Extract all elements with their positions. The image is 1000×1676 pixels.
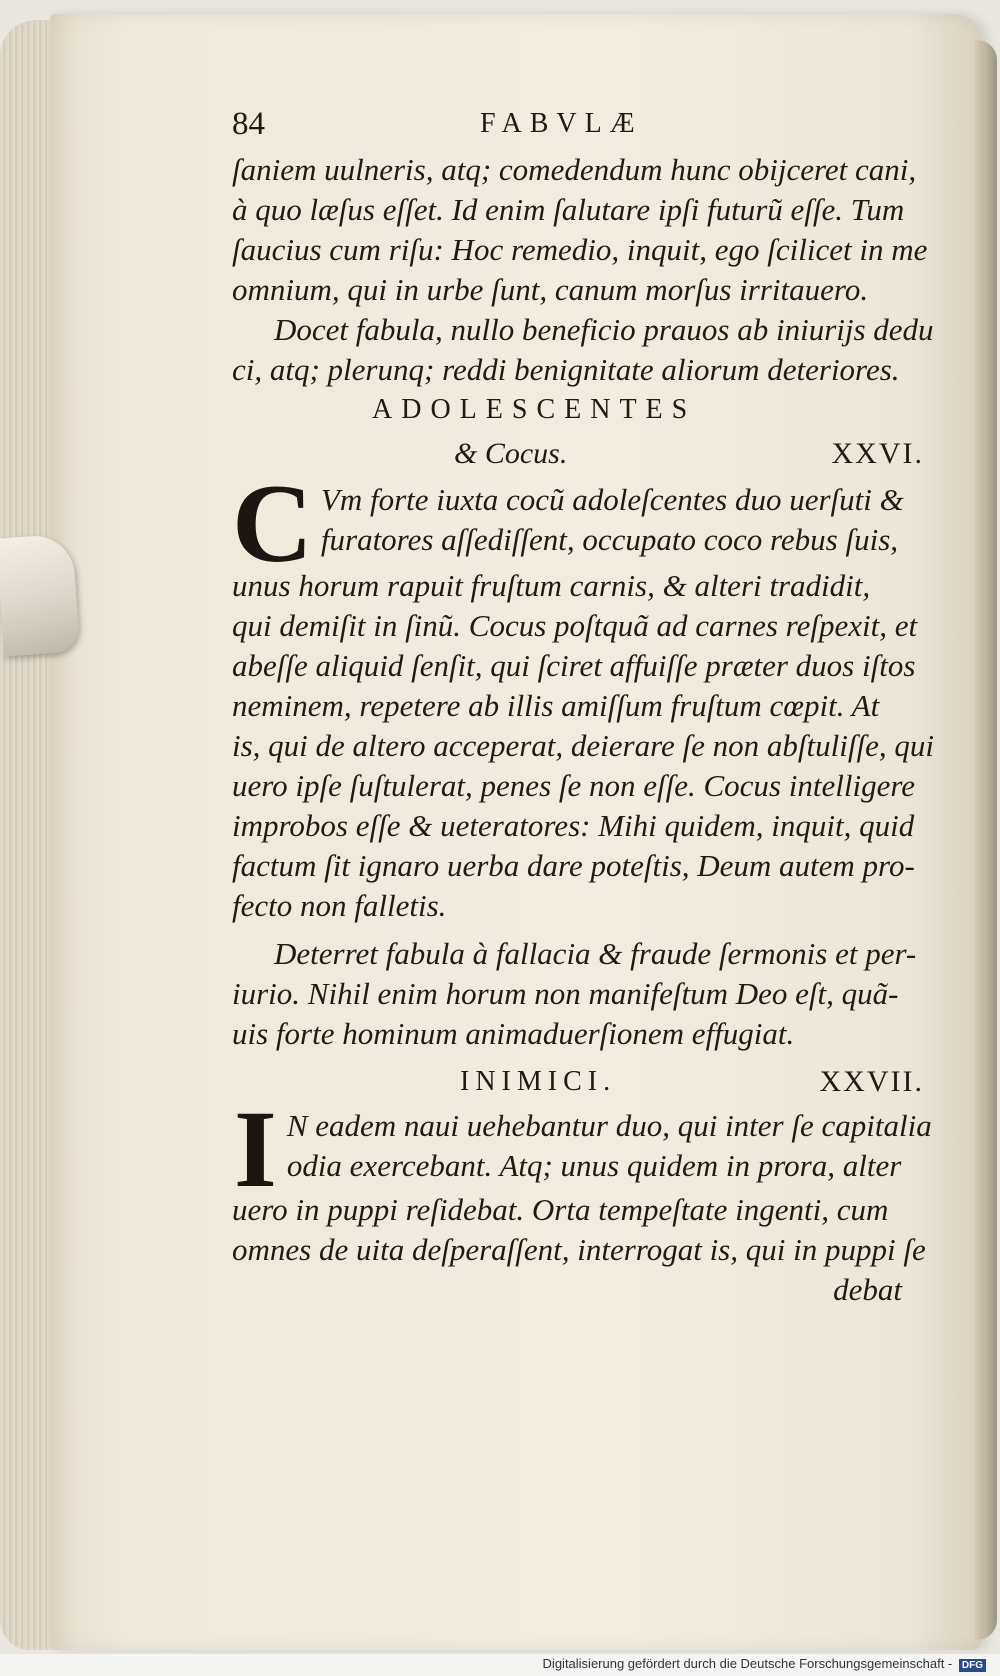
text-line: iurio. Nihil enim horum non manifeſtum Deo eſt, quã-	[232, 976, 899, 1011]
text-line: factum ſit ignaro uerba dare poteſtis, Deum autem pro-	[232, 848, 915, 883]
book-gutter-shadow	[975, 40, 997, 1640]
catchword: debat	[833, 1272, 902, 1307]
credit-text: Digitalisierung gefördert durch die Deutsche Forschungsgemeinschaft -	[542, 1656, 953, 1671]
text-line: odia exercebant. Atq; unus quidem in prora, alter	[286, 1148, 902, 1183]
text-line: N eadem naui uehebantur duo, qui inter ſe capitalia	[286, 1108, 932, 1143]
text-line: ci, atq; plerunq; reddi benignitate aliorum deteriores.	[232, 352, 900, 387]
text-line: uero ipſe ſuſtulerat, penes ſe non eſſe. Cocus intelligere	[232, 768, 915, 803]
text-line: Docet fabula, nullo beneficio prauos ab iniurijs dedu	[274, 312, 934, 347]
fable-title	[232, 1062, 942, 1106]
text-line: is, qui de altero acceperat, deierare ſe non abſtuliſſe, qui	[232, 728, 934, 763]
fable-body	[232, 1088, 942, 1310]
text-line: à quo læſus eſſet. Id enim ſalutare ipſi futurũ eſſe. Tum	[232, 192, 905, 227]
drop-capital: I	[234, 1088, 277, 1210]
text-line: furatores aſſediſſent, occupato coco rebus ſuis,	[320, 522, 899, 557]
text-line: omnium, qui in urbe ſunt, canum morſus irritauero.	[232, 272, 869, 307]
running-head	[232, 100, 942, 150]
digitization-credit	[543, 1656, 986, 1672]
dfg-logo: DFG	[959, 1659, 986, 1672]
text-line: omnes de uita deſperaſſent, interrogat is, qui in puppi ſe	[232, 1232, 926, 1267]
text-line: uero in puppi reſidebat. Orta tempeſtate ingenti, cum	[232, 1192, 889, 1227]
text-line: ſaucius cum riſu: Hoc remedio, inquit, ego ſcilicet in me	[232, 232, 928, 267]
text-line: improbos eſſe & ueteratores: Mihi quidem, inquit, quid	[232, 808, 915, 843]
text-line: fecto non falletis.	[232, 888, 447, 923]
fable-subtitle: & Cocus.	[454, 437, 568, 470]
text-line: Deterret fabula à fallacia & fraude ſermonis et per-	[274, 936, 917, 971]
fable-body	[232, 462, 942, 926]
fable-numeral: XXVI.	[831, 437, 924, 470]
fable-subtitle-row	[232, 434, 942, 480]
text-line: neminem, repetere ab illis amiſſum fruſtum cœpit. At	[232, 688, 880, 723]
page-number: 84	[232, 106, 265, 142]
running-title: FABVLÆ	[480, 108, 643, 139]
fable-numeral: XXVII.	[819, 1065, 924, 1098]
text-line: qui demiſit in ſinũ. Cocus poſtquã ad carnes reſpexit, et	[232, 608, 918, 643]
text-line: uis forte hominum animaduerſionem effugiat.	[232, 1016, 795, 1051]
text-line: Vm forte iuxta cocũ adoleſcentes duo uerſuti &	[320, 482, 904, 517]
drop-capital: C	[232, 462, 313, 586]
fable-continuation	[232, 150, 942, 310]
text-line: abeſſe aliquid ſenſit, qui ſciret affuiſſe præter duos iſtos	[232, 648, 916, 683]
text-line: unus horum rapuit fruſtum carnis, & alteri tradidit,	[232, 568, 871, 603]
fable-title	[232, 390, 942, 434]
fable-title-text: ADOLESCENTES	[372, 394, 697, 425]
moral-paragraph	[232, 934, 942, 1054]
text-block	[232, 100, 942, 1310]
moral-paragraph	[232, 310, 942, 390]
text-line: ſaniem uulneris, atq; comedendum hunc obijceret cani,	[232, 152, 917, 187]
fable-title-text: INIMICI.	[460, 1066, 617, 1097]
